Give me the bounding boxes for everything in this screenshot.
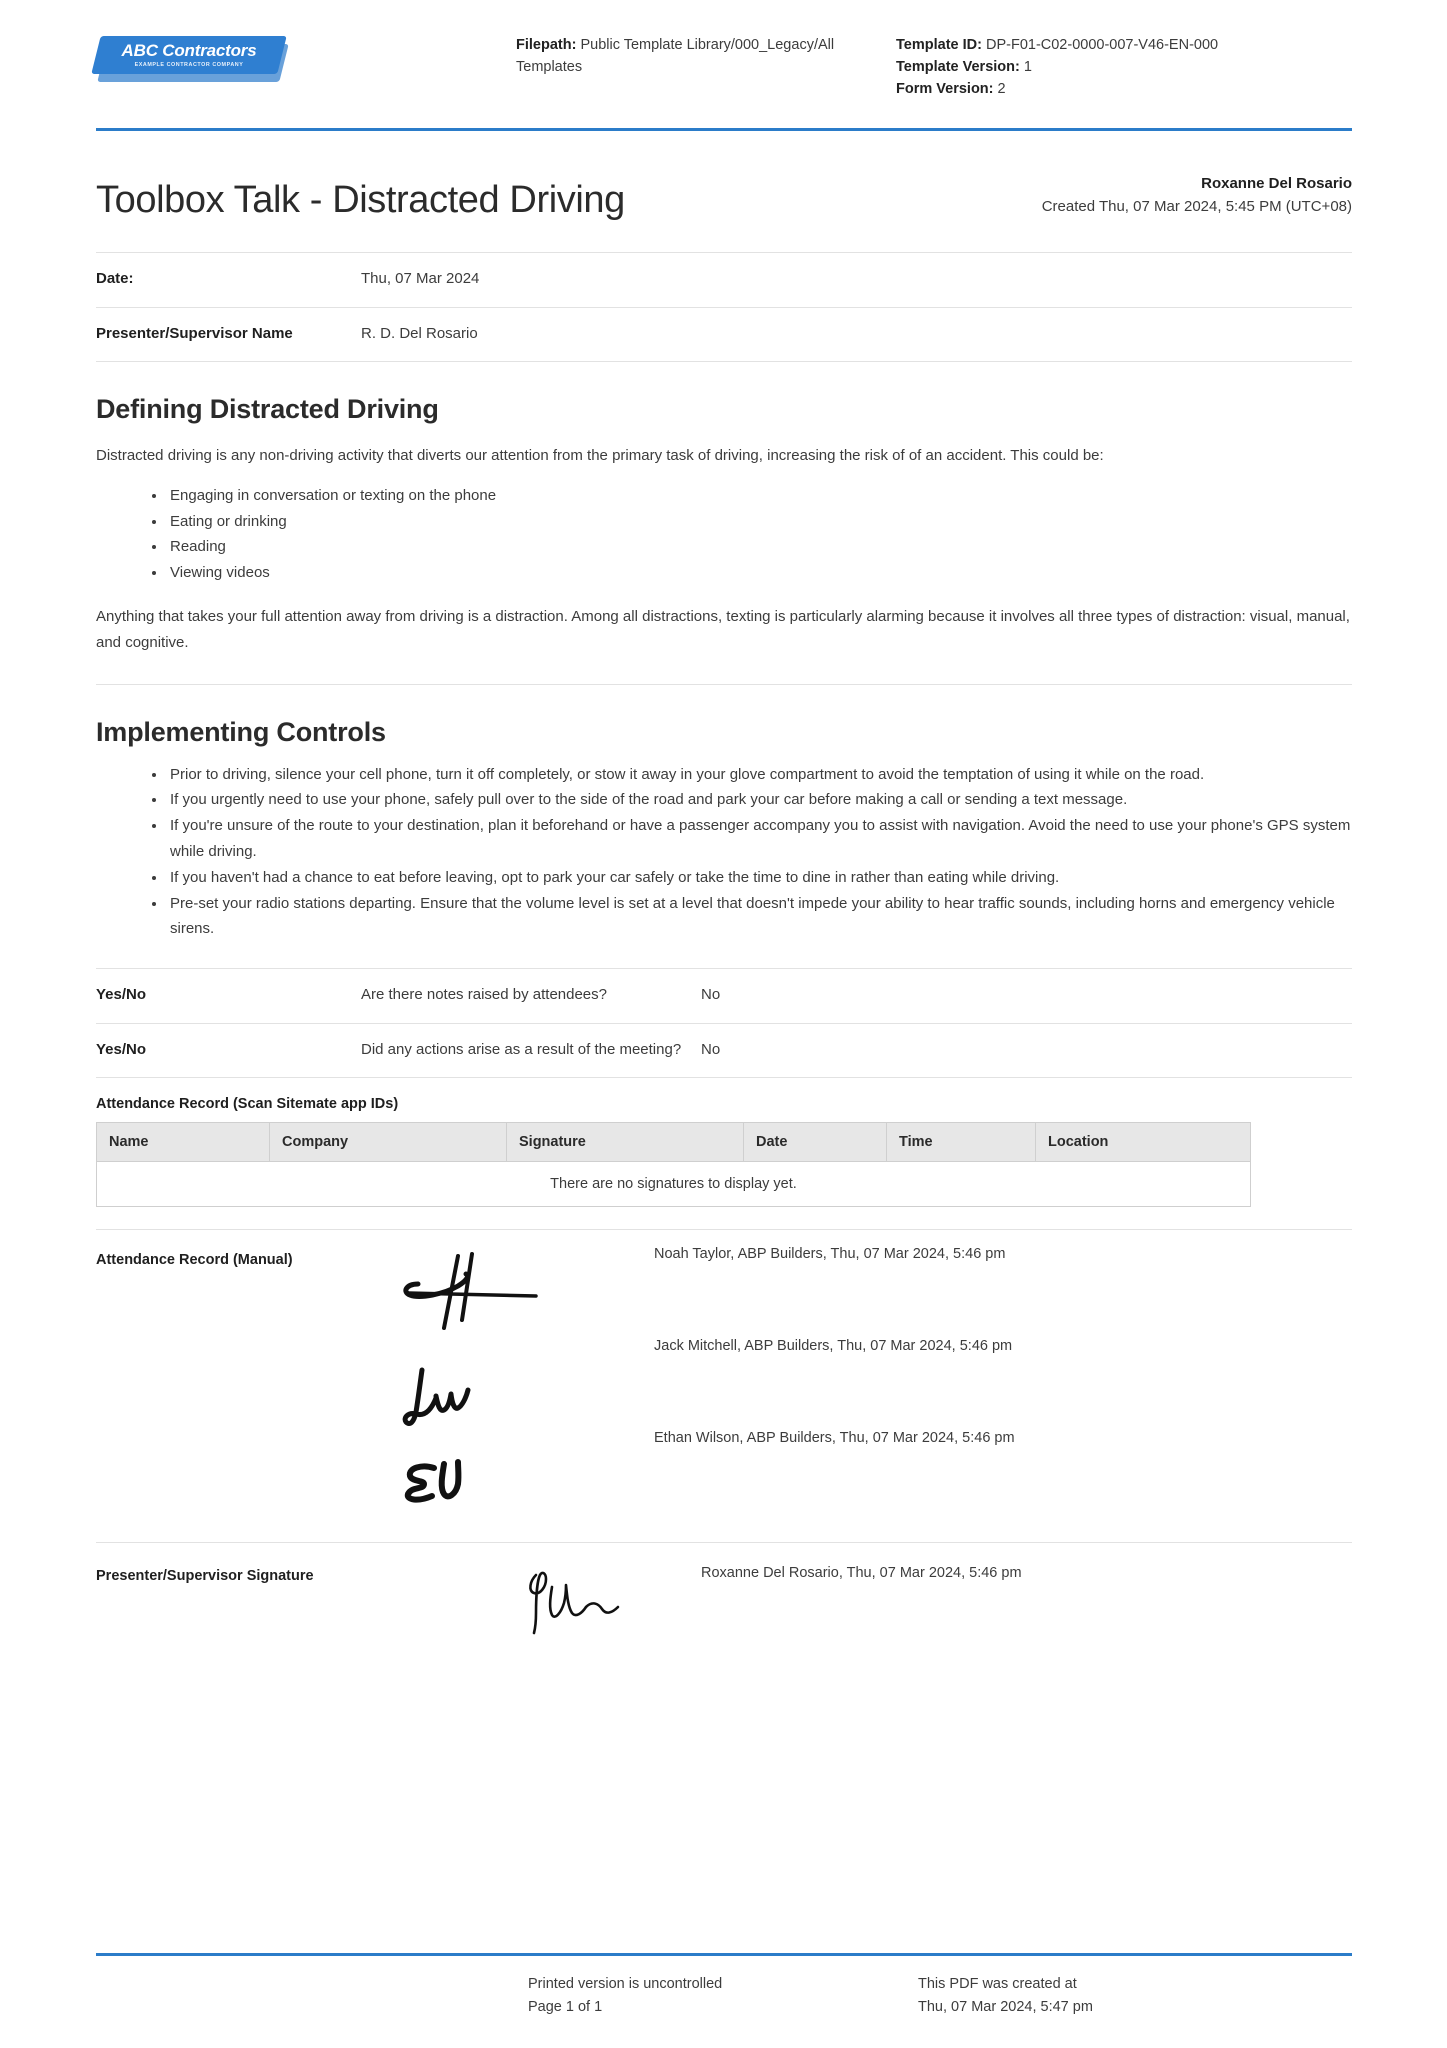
list-item: Engaging in conversation or texting on the phone: [152, 483, 1352, 509]
filepath-block: [516, 26, 896, 78]
document-header: [96, 0, 1352, 118]
template-id-row: [896, 34, 1326, 56]
empty-state-message: There are no signatures to display yet.: [97, 1162, 1251, 1207]
question-text-notes: Are there notes raised by attendees?: [361, 986, 607, 1004]
table-row: [97, 1162, 1251, 1207]
table-header-row: [97, 1123, 1251, 1162]
section-heading-defining: Defining Distracted Driving: [96, 394, 439, 424]
manual-signature-row-1: [396, 1246, 1352, 1338]
header-divider: [96, 128, 1352, 131]
form-version-label: Form Version:: [896, 81, 994, 98]
attendance-manual-title: Attendance Record (Manual): [96, 1252, 293, 1269]
logo-company-name: ABC Contractors: [121, 41, 257, 60]
section-divider-1: [96, 684, 1352, 685]
presenter-signature-block: [96, 1542, 1352, 1645]
logo-tagline: EXAMPLE CONTRACTOR COMPANY: [134, 62, 244, 68]
presenter-signature-text: Roxanne Del Rosario, Thu, 07 Mar 2024, 5:46 pm: [701, 1565, 1022, 1582]
question-row-actions: [96, 1024, 1352, 1079]
author-name: Roxanne Del Rosario: [1201, 175, 1352, 192]
template-version-row: [896, 56, 1326, 78]
handwritten-signature-icon: [518, 1565, 718, 1648]
document-footer: [96, 1953, 1352, 2019]
company-logo: [96, 32, 286, 85]
list-item: If you urgently need to use your phone, safely pull over to the side of the road and park your car before making a call or sending a text message.: [152, 787, 1352, 813]
manual-signature-row-2: [396, 1338, 1352, 1430]
handwritten-signature-icon: [396, 1456, 566, 1521]
list-item: Eating or drinking: [152, 509, 1352, 535]
list-item: Reading: [152, 534, 1352, 560]
attendance-scan-table: [96, 1122, 1251, 1207]
section-outro-defining: Anything that takes your full attention away from driving is a distraction. Among all distractions, texting is particularly alarming because it involves all three types of distraction: visual, manual, and cognitive.: [96, 607, 1350, 651]
list-item: If you're unsure of the route to your destination, plan it beforehand or have a passenger accompany you to assist with navigation. Avoid the need to use your phone's GPS system while driving.: [152, 813, 1352, 865]
field-row-presenter: [96, 308, 1352, 363]
logo-cell: [96, 26, 516, 85]
form-version-row: [896, 78, 1326, 100]
footer-created-timestamp: Thu, 07 Mar 2024, 5:47 pm: [918, 1999, 1093, 2016]
footer-printed-notice: Printed version is uncontrolled: [528, 1976, 723, 1992]
section-heading-controls: Implementing Controls: [96, 716, 386, 747]
column-header-company: Company: [270, 1123, 507, 1162]
manual-signature-text-1: Noah Taylor, ABP Builders, Thu, 07 Mar 2024, 5:46 pm: [654, 1246, 1006, 1263]
footer-right-block: [918, 1973, 1308, 2019]
column-header-time: Time: [887, 1123, 1036, 1162]
list-item: Viewing videos: [152, 560, 1352, 586]
manual-signature-text-2: Jack Mitchell, ABP Builders, Thu, 07 Mar 2024, 5:46 pm: [654, 1338, 1013, 1355]
page-title: Toolbox Talk - Distracted Driving: [96, 179, 625, 222]
filepath-label: Filepath:: [516, 37, 577, 53]
section-intro-defining: Distracted driving is any non-driving activity that diverts our attention from the primary task of driving, increasing the risk of of an accident. This could be:: [96, 447, 1104, 464]
footer-page-number: Page 1 of 1: [528, 1999, 603, 2016]
created-timestamp: Created Thu, 07 Mar 2024, 5:45 PM (UTC+08): [1041, 197, 1352, 215]
column-header-name: Name: [97, 1123, 270, 1162]
template-version-label: Template Version:: [896, 59, 1020, 76]
template-meta-block: [896, 26, 1326, 100]
presenter-signature-label: Presenter/Supervisor Signature: [96, 1568, 314, 1585]
attendance-manual-block: [96, 1230, 1352, 1534]
question-row-notes: [96, 968, 1352, 1024]
field-value-date: Thu, 07 Mar 2024: [361, 270, 480, 287]
template-version-value: 1: [1023, 59, 1032, 76]
field-label-presenter: Presenter/Supervisor Name: [96, 324, 293, 342]
footer-left-block: [528, 1973, 918, 2019]
template-id-value: DP-F01-C02-0000-007-V46-EN-000: [985, 37, 1219, 53]
list-item: If you haven't had a chance to eat before leaving, opt to park your car safely or take the time to dine in rather than eating while driving.: [152, 865, 1352, 891]
question-label-actions: Yes/No: [96, 1040, 147, 1058]
list-item: Prior to driving, silence your cell phone, turn it off completely, or stow it away in your glove compartment to avoid the temptation of using it while on the road.: [152, 762, 1352, 788]
question-label-notes: Yes/No: [96, 986, 147, 1004]
list-item: Pre-set your radio stations departing. Ensure that the volume level is set at a level that doesn't impede your ability to hear traffic sounds, including horns and emergency vehicle sirens.: [152, 891, 1352, 943]
title-row: [96, 173, 1352, 222]
column-header-signature: Signature: [507, 1123, 744, 1162]
form-version-value: 2: [997, 81, 1006, 98]
footer-created-label: This PDF was created at: [918, 1976, 1077, 1992]
filepath-value: Public Template Library/000_Legacy/All Templates: [516, 37, 835, 76]
field-row-date: [96, 252, 1352, 308]
manual-signature-text-3: Ethan Wilson, ABP Builders, Thu, 07 Mar 2024, 5:46 pm: [654, 1430, 1015, 1447]
handwritten-signature-icon: [396, 1248, 566, 1341]
template-id-label: Template ID:: [896, 37, 982, 53]
column-header-date: Date: [744, 1123, 887, 1162]
field-label-date: Date:: [96, 270, 134, 287]
question-text-actions: Did any actions arise as a result of the meeting?: [361, 1040, 682, 1058]
manual-signature-row-3: [396, 1430, 1352, 1522]
question-answer-actions: No: [701, 1040, 721, 1058]
column-header-location: Location: [1036, 1123, 1251, 1162]
defining-bullet-list: [96, 483, 1352, 586]
attendance-scan-title: Attendance Record (Scan Sitemate app IDs): [96, 1096, 399, 1113]
controls-bullet-list: [96, 762, 1352, 943]
field-value-presenter: R. D. Del Rosario: [361, 324, 478, 342]
author-block: [1042, 173, 1352, 222]
question-answer-notes: No: [701, 986, 721, 1004]
